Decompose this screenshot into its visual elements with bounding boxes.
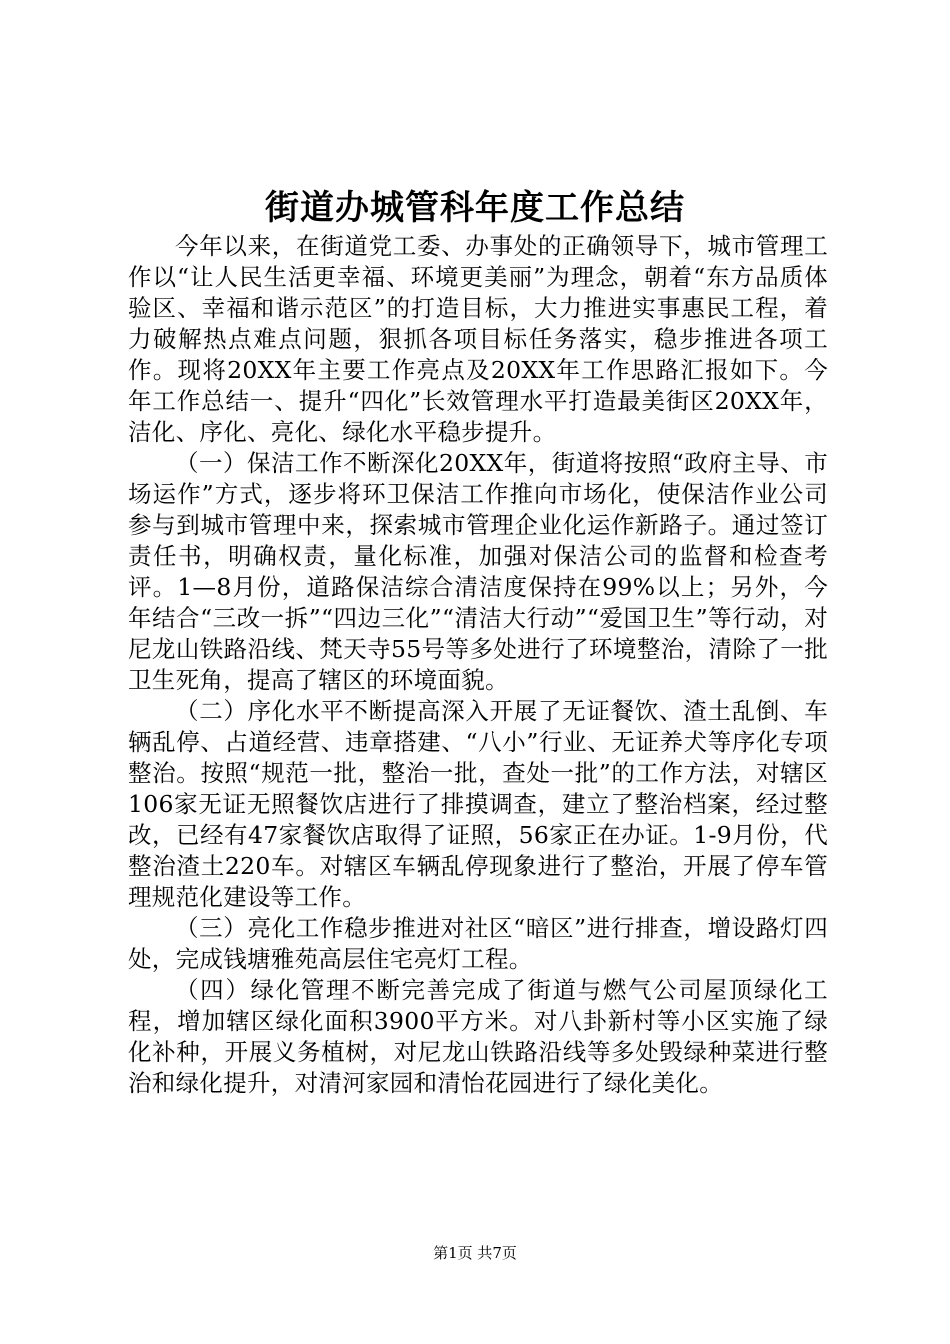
paragraph-cleaning: （一）保洁工作不断深化20XX年，街道将按照“政府主导、市场运作”方式，逐步将环卫保洁工作推向市场化，使保洁作业公司参与到城市管理中来，探索城市管理企业化运作新路子。通过签订责任书，明确权责，量化标准，加强对保洁公司的监督和检查考评。1—8月份，道路保洁综合清洁度保持在99%以上；另外，今年结合“三改一拆”“四边三化”“清洁大行动”“爱国卫生”等行动，对尼龙山铁路沿线、梵天寺55号等多处进行了环境整治，清除了一批卫生死角，提高了辖区的环境面貌。 <box>128 449 828 694</box>
paragraph-order: （二）序化水平不断提高深入开展了无证餐饮、渣土乱倒、车辆乱停、占道经营、违章搭建、“八小”行业、无证养犬等序化专项整治。按照“规范一批，整治一批，查处一批”的工作方法，对辖区106家无证无照餐饮店进行了排摸调查，建立了整治档案，经过整改，已经有47家餐饮店取得了证照，56家正在办证。1-9月份，代整治渣土220车。对辖区车辆乱停现象进行了整治，开展了停车管理规范化建设等工作。 <box>128 697 828 911</box>
document-body <box>128 231 828 1099</box>
paragraph-greening: （四）绿化管理不断完善完成了街道与燃气公司屋顶绿化工程，增加辖区绿化面积3900平方米。对八卦新村等小区实施了绿化补种，开展义务植树，对尼龙山铁路沿线等多处毁绿种菜进行整治和绿化提升，对清河家园和清怡花园进行了绿化美化。 <box>128 976 828 1097</box>
paragraph-intro: 今年以来，在街道党工委、办事处的正确领导下，城市管理工作以“让人民生活更幸福、环境更美丽”为理念，朝着“东方品质体验区、幸福和谐示范区”的打造目标，大力推进实事惠民工程，着力破解热点难点问题，狠抓各项目标任务落实，稳步推进各项工作。现将20XX年主要工作亮点及20XX年工作思路汇报如下。今年工作总结一、提升“四化”长效管理水平打造最美街区20XX年，洁化、序化、亮化、绿化水平稳步提升。 <box>128 232 828 446</box>
document-title: 街道办城管科年度工作总结 <box>265 188 685 228</box>
page-number-footer: 第1页 共7页 <box>433 1244 517 1262</box>
paragraph-lighting: （三）亮化工作稳步推进对社区“暗区”进行排查，增设路灯四处，完成钱塘雅苑高层住宅亮灯工程。 <box>128 914 828 973</box>
